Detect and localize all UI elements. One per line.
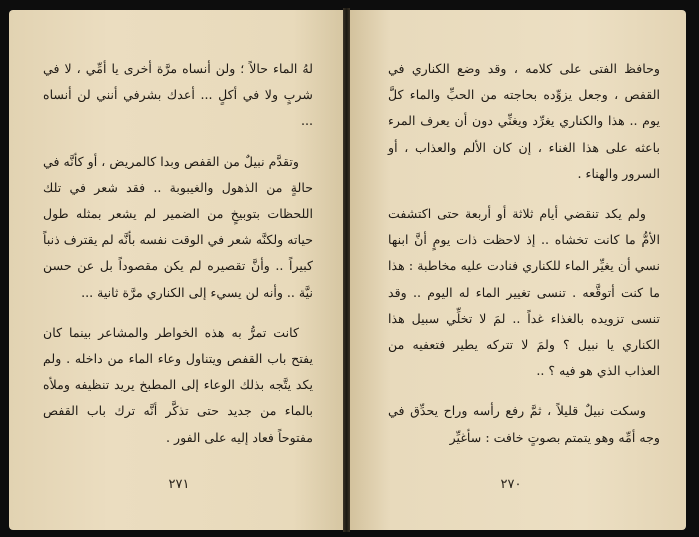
paragraph: وحافظ الفتى على كلامه ، وقد وضع الكناري في القفص ، وجعل يزوِّده بحاجته من الحبِّ والماء كلَّ يوم .. هذا والكناري يغرِّد ويغنِّي دون أن يعرف المرء باعثه على هذا الغناء ، إن كان الألم والعذاب ، أو السرور والهناء . (388, 61, 660, 181)
page-number: ٢٧٠ (500, 477, 522, 492)
paragraph: وتقدَّم نبيلٌ من القفص وبدا كالمريض ، أو كأنَّه في حالةٍ من الذهول والغيبوبة .. فقد شعر في تلك اللحظات بتوبيخٍ من الضمير لم يشعر بمثله طول حياته ولكنَّه شعر في الوقت نفسه بأنَّه لم يقترف ذنباً كبيراً .. وأنَّ تقصيره لم يكن مقصوداً بل عن حسن نيَّة .. وأنه لن يسيء إلى الكناري مرَّة ثانية ... (43, 153, 313, 300)
left-page (9, 10, 343, 530)
paragraph: لهُ الماء حالاً ؛ ولن أنساه مرَّة أخرى يا أمِّي ، لا في شربٍ ولا في أكلٍ ... أعدك بشرفي أنني لن أنساه ... (43, 61, 313, 129)
paragraph: ولم يكد تنقضي أيام ثلاثة أو أربعة حتى اكتشفت الأمُّ ما كانت تخشاه .. إذ لاحظت ذات يومٍ أنَّ ابنها نسي أن يغيِّر الماء للكناري فنادت عليه مخاطبة : هذا ما كنت أتوقَّعه . تنسى تغيير الماء له اليوم .. وقد تنسى تزويده بالغذاء غداً .. لمَ لا تخلِّي سبيل هذا الكناري يا نبيل ؟ ولمَ لا تتركه يطير فتعفيه من العذاب الذي هو فيه ؟ .. (388, 206, 660, 379)
paragraph: وسكت نبيلٌ قليلاً ، ثمَّ رفع رأسه وراح يحدِّق في وجه أمِّه وهو يتمتم بصوتٍ خافت : سأغيِّر (388, 403, 660, 445)
left-page-text (43, 56, 313, 465)
book-gutter (343, 8, 350, 532)
right-page (350, 10, 686, 530)
page-number: ٢٧١ (168, 477, 190, 492)
paragraph: كانت تمرُّ به هذه الخواطر والمشاعر بينما كان يفتح باب القفص ويتناول وعاء الماء من داخله . ولم يكد يتَّجه بذلك الوعاء إلى المطبخ يريد تنظيفه وملأه بالماء من جديد حتى تذكَّر أنَّه ترك باب القفص مفتوحاً فعاد إليه على الفور . (43, 324, 313, 445)
right-page-text (388, 56, 660, 465)
